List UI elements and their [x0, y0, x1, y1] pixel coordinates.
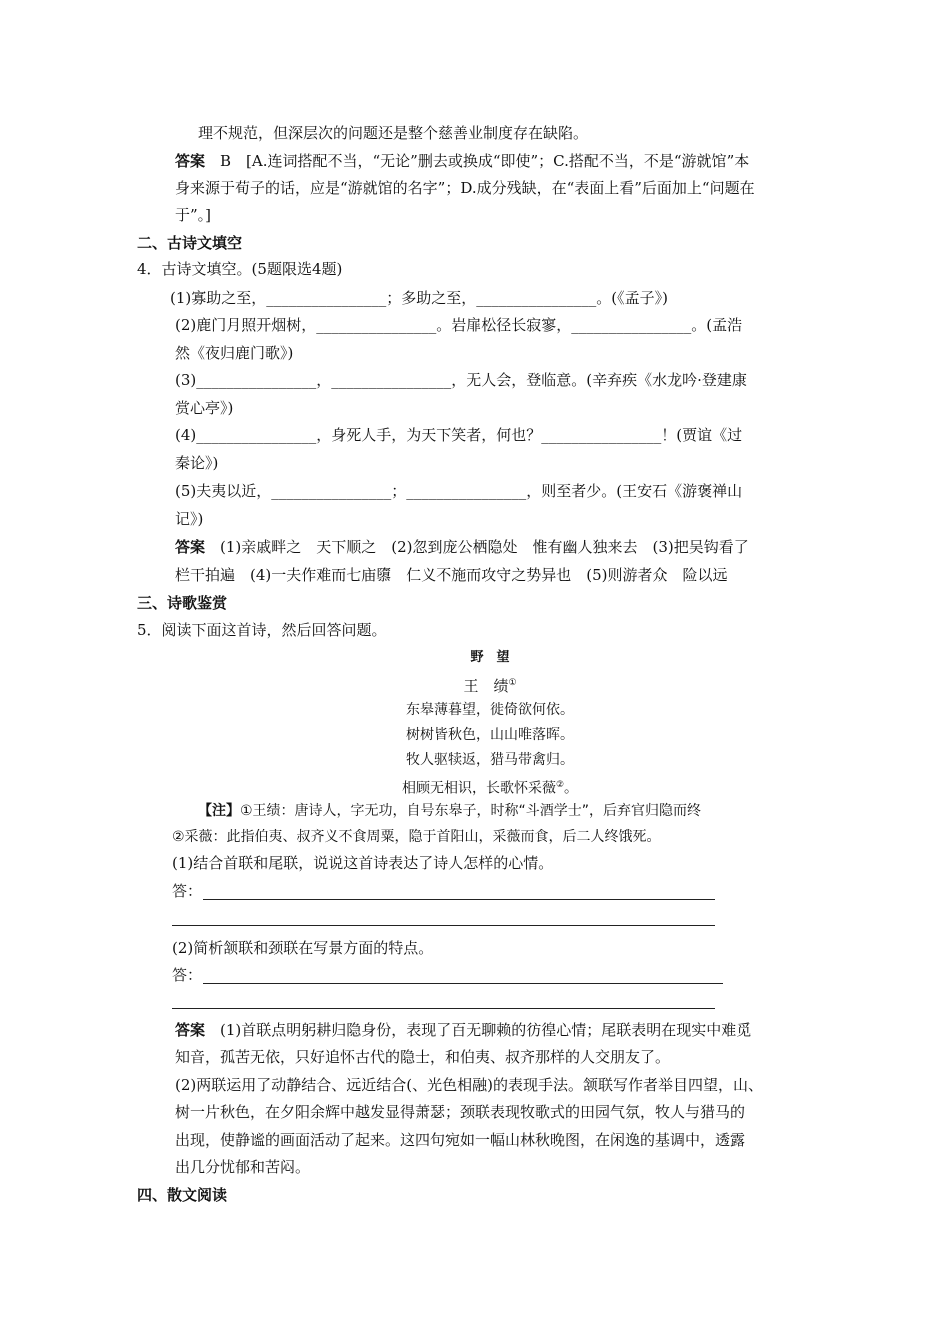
- answer-label: 答案: [175, 1021, 206, 1039]
- poem-line-3: 牧人驱犊返，猎马带禽归。: [406, 752, 574, 768]
- section-2-title: 二、古诗文填空: [137, 234, 243, 252]
- poem-note-2: ②采薇：此指伯夷、叔齐义不食周粟，隐于首阳山，采薇而食，后二人终饿死。: [172, 829, 661, 845]
- q4-item-1: (1)寡助之至，________________；多助之至，________________。(《孟子》): [170, 289, 668, 307]
- note-text-1: ①王绩：唐诗人，字无功，自号东皋子，时称“斗酒学士”，后弃官归隐而终: [240, 803, 702, 819]
- poem-author-name: 王 绩: [463, 677, 509, 695]
- q5-sub-2-answer-prompt: 答：: [172, 966, 203, 984]
- q4-answer-text-1: (1)亲戚畔之 天下顺之 (2)忽到庞公栖隐处 惟有幽人独来去 (3)把吴钩看了: [220, 538, 749, 556]
- poem-line-4-note: ②: [555, 780, 565, 790]
- q5-answer-line-2: 知音，孤苦无依，只好追怀古代的隐士，和伯夷、叔齐那样的人交朋友了。: [175, 1048, 671, 1066]
- poem-line-4: [0, 774, 950, 800]
- poem-author: [0, 672, 950, 697]
- q4-item-3a: (3)________________，________________，无人会，登临意。(辛弃疾《水龙吟·登建康: [175, 371, 747, 389]
- q5-stem: 5．阅读下面这首诗，然后回答问题。: [137, 621, 387, 639]
- q4-item-2b: 然《夜归鹿门歌》): [175, 344, 294, 362]
- poem-line-1: 东皋薄暮望，徙倚欲何依。: [406, 702, 574, 718]
- poem-author-note: ①: [508, 678, 517, 688]
- q4-stem: 4．古诗文填空。(5题限选4题): [137, 260, 343, 278]
- q4-answer-line-2: 栏干拍遍 (4)一夫作难而七庙隳 仁义不施而攻守之势异也 (5)则游者众 险以远: [175, 566, 728, 584]
- q5-answer-line-5: 出现，使静谧的画面活动了起来。这四句宛如一幅山林秋晚图，在闲逸的基调中，透露: [175, 1131, 746, 1149]
- q5-sub-1-answer-prompt: 答：: [172, 882, 203, 900]
- q4-answer-line-1: [175, 536, 749, 558]
- answer-line[interactable]: [172, 1008, 715, 1009]
- q5-answer-text-1: (1)首联点明躬耕归隐身份，表现了百无聊赖的彷徨心情；尾联表明在现实中难觅: [220, 1021, 752, 1039]
- poem-line-4-end: 。: [564, 780, 579, 797]
- answer-line[interactable]: [203, 899, 715, 900]
- q4-item-3b: 赏心亭》): [175, 399, 234, 417]
- q3-answer-line-2: 身来源于荀子的话，应是“游就馆的名字”；D.成分残缺，在“表面上看”后面加上“问题在: [175, 179, 755, 197]
- answer-line[interactable]: [203, 983, 723, 984]
- q5-answer-line-3: (2)两联运用了动静结合、远近结合(、光色相融)的表现手法。颔联写作者举目四望，山、: [175, 1076, 763, 1094]
- answer-label: 答案: [175, 538, 206, 556]
- q4-item-5b: 记》): [175, 510, 204, 528]
- q5-sub-2: (2)简析颔联和颈联在写景方面的特点。: [172, 939, 434, 957]
- q5-answer-line-1: [175, 1019, 751, 1041]
- poem-line-4-text: 相顾无相识，长歌怀采薇: [401, 780, 556, 797]
- q3-answer-line-1: [175, 150, 749, 172]
- answer-line[interactable]: [172, 925, 715, 926]
- q5-answer-line-6: 出几分忧郁和苦闷。: [175, 1158, 311, 1176]
- q4-item-4b: 秦论》): [175, 454, 219, 472]
- poem-title: 野 望: [470, 650, 510, 665]
- section-4-title: 四、散文阅读: [137, 1186, 228, 1204]
- answer-label: 答案: [175, 152, 206, 170]
- q3-tail-line: 理不规范，但深层次的问题还是整个慈善业制度存在缺陷。: [198, 124, 589, 142]
- poem-line-2: 树树皆秋色，山山唯落晖。: [406, 727, 574, 743]
- section-3-title: 三、诗歌鉴赏: [137, 594, 228, 612]
- q4-item-5a: (5)夫夷以近，________________；________________，则至者少。(王安石《游褒禅山: [175, 482, 743, 500]
- q5-sub-1: (1)结合首联和尾联，说说这首诗表达了诗人怎样的心情。: [172, 854, 554, 872]
- q4-item-4a: (4)________________，身死人手，为天下笑者，何也？________________！(贾谊《过: [175, 426, 743, 444]
- q4-item-2a: (2)鹿门月照开烟树，________________。岩扉松径长寂寥，________________。(孟浩: [175, 316, 743, 334]
- q5-answer-line-4: 树一片秋色，在夕阳余辉中越发显得萧瑟；颈联表现牧歌式的田园气氛，牧人与猎马的: [175, 1103, 746, 1121]
- note-label: 【注】: [198, 803, 240, 819]
- q3-answer-line-3: 于”。]: [175, 206, 212, 224]
- poem-note-1: [198, 800, 701, 822]
- q3-answer-text-1: B [A.连词搭配不当，“无论”删去或换成“即使”；C.搭配不当，不是“游就馆”本: [220, 152, 750, 170]
